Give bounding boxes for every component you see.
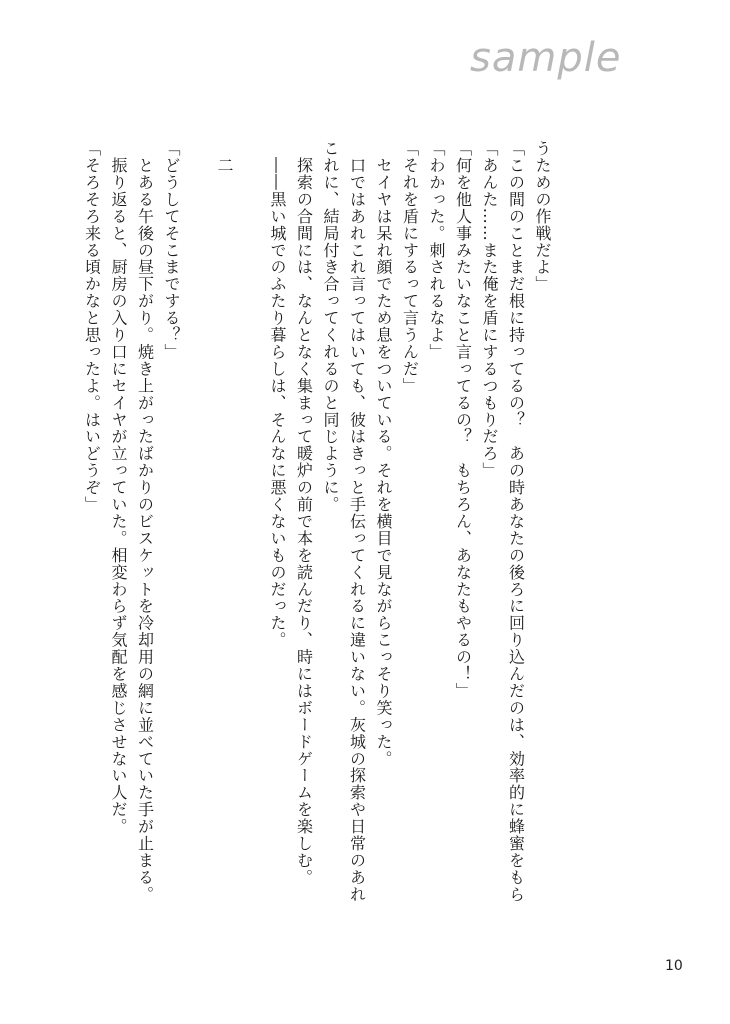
sample-watermark: sample	[470, 35, 622, 81]
text-line: 「どうしてそこまでする？」	[162, 140, 181, 361]
text-line: 「何を他人事みたいなこと言ってるの？ もちろん、あなたもやるの！」	[453, 140, 473, 700]
text-line: 口ではあれこれ言ってはいても、彼はきっと手伝ってくれるに違いない。灰城の探索や日常のあれ	[347, 140, 367, 903]
text-line: 「そろそろ来る頃かなと思ったよ。はいどうぞ」	[82, 140, 102, 513]
chapter-heading: 二	[215, 140, 234, 174]
text-line: 「わかった。刺されるなよ」	[427, 140, 446, 361]
text-line: 探索の合間には、なんとなく集まって暖炉の前で本を読んだり、時にはボードゲームを楽しむ。	[294, 140, 314, 886]
text-line: 「この間のことまだ根に持ってるの？ あの時あなたの後ろに回り込んだのは、効率的に蜂蜜をもら	[506, 140, 526, 903]
text-line: とある午後の昼下がり。焼き上がったばかりのビスケットを冷却用の網に並べていた手が止まる。	[135, 140, 155, 903]
text-line: 「あんた……また俺を盾にするつもりだろ」	[480, 140, 499, 479]
text-line: 振り返ると、厨房の入り口にセイヤが立っていた。相変わらず気配を感じさせない人だ。	[109, 140, 128, 835]
text-line: 「それを盾にするって言うんだ」	[400, 140, 420, 395]
vertical-text-body	[78, 140, 555, 903]
page-number: 10	[665, 958, 683, 974]
text-line: セイヤは呆れ顔でため息をついている。それを横目で見ながらこっそり笑った。	[374, 140, 393, 768]
text-line: うための作戦だよ」	[533, 140, 552, 293]
text-line: これに、結局付き合ってくれるのと同じように。	[321, 140, 340, 513]
text-line: ――黒い城でのふたり暮らしは、そんなに悪くないものだった。	[268, 140, 287, 649]
